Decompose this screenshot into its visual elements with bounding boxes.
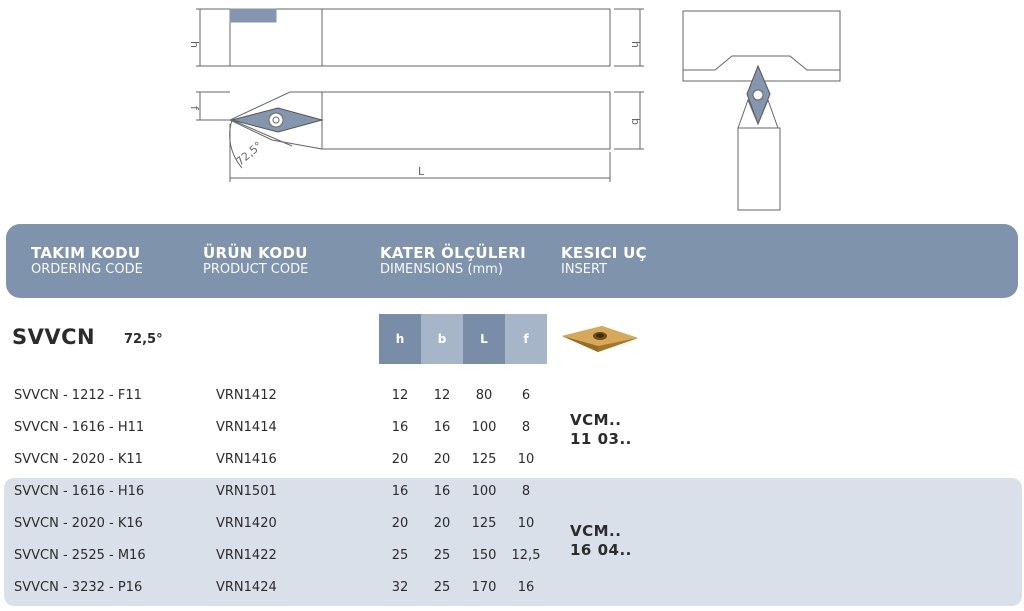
dim-L-cell: 125 [471, 516, 497, 531]
dim-f-cell: 6 [521, 388, 531, 403]
table-row [0, 540, 1024, 572]
ordering-code-cell: SVVCN - 1616 - H11 [14, 420, 145, 435]
dim-header-h: h [379, 314, 421, 364]
dim-f-cell: 8 [521, 420, 531, 435]
dim-h-cell: 16 [391, 484, 409, 499]
dim-h-cell: 25 [391, 548, 409, 563]
dim-label-f: f [188, 106, 201, 110]
table-row [0, 572, 1024, 604]
dim-f-cell: 8 [521, 484, 531, 499]
header-ordering-code: TAKIM KODU ORDERING CODE [31, 244, 143, 277]
table-row [0, 444, 1024, 476]
insert-image [558, 322, 642, 356]
dim-f-cell: 12,5 [511, 548, 541, 563]
dim-f-cell: 10 [517, 452, 535, 467]
front-view-drawing [683, 11, 840, 210]
dim-h-cell: 20 [391, 452, 409, 467]
dim-b-cell: 25 [433, 548, 451, 563]
table-row [0, 508, 1024, 540]
dim-h-cell: 12 [391, 388, 409, 403]
dim-f-cell: 16 [517, 580, 535, 595]
table-row [0, 380, 1024, 412]
product-code-cell: VRN1501 [216, 484, 277, 499]
ordering-code-cell: SVVCN - 2525 - M16 [14, 548, 146, 563]
table-row [0, 476, 1024, 508]
product-code-cell: VRN1416 [216, 452, 277, 467]
dim-f-cell: 10 [517, 516, 535, 531]
header-dimensions: KATER ÖLÇÜLERI DIMENSIONS (mm) [380, 244, 526, 277]
dim-label-h-left: h [188, 41, 201, 48]
dim-b-cell: 16 [433, 484, 451, 499]
product-code-cell: VRN1420 [216, 516, 277, 531]
product-code-cell: VRN1424 [216, 580, 277, 595]
dim-header-f: f [505, 314, 547, 364]
ordering-code-cell: SVVCN - 2020 - K16 [14, 516, 143, 531]
product-code-cell: VRN1414 [216, 420, 277, 435]
product-code-cell: VRN1412 [216, 388, 277, 403]
dim-label-h-right: h [629, 41, 642, 48]
dim-L-cell: 150 [471, 548, 497, 563]
dim-L-cell: 170 [471, 580, 497, 595]
dim-header-b: b [421, 314, 463, 364]
ordering-code-cell: SVVCN - 2020 - K11 [14, 452, 143, 467]
dim-header-L: L [463, 314, 505, 364]
dim-L-cell: 100 [471, 420, 497, 435]
insert-group-2: VCM.. 16 04.. [570, 522, 632, 559]
ordering-code-cell: SVVCN - 1212 - F11 [14, 388, 142, 403]
dim-label-b: b [629, 118, 642, 125]
dim-b-cell: 20 [433, 452, 451, 467]
dim-h-cell: 16 [391, 420, 409, 435]
dim-L-cell: 80 [475, 388, 493, 403]
dim-b-cell: 25 [433, 580, 451, 595]
dim-b-cell: 12 [433, 388, 451, 403]
dim-h-cell: 20 [391, 516, 409, 531]
dim-b-cell: 16 [433, 420, 451, 435]
dim-L-cell: 125 [471, 452, 497, 467]
ordering-code-cell: SVVCN - 1616 - H16 [14, 484, 145, 499]
tool-drawings [0, 0, 1024, 215]
table-row [0, 412, 1024, 444]
series-title: SVVCN [12, 325, 96, 349]
dim-b-cell: 20 [433, 516, 451, 531]
series-angle: 72,5° [124, 332, 163, 347]
product-code-cell: VRN1422 [216, 548, 277, 563]
header-insert: KESICI UÇ INSERT [561, 244, 647, 277]
header-product-code: ÜRÜN KODU PRODUCT CODE [203, 244, 309, 277]
insert-group-1: VCM.. 11 03.. [570, 411, 632, 448]
angle-label: 72,5° [233, 139, 265, 169]
ordering-code-cell: SVVCN - 3232 - P16 [14, 580, 143, 595]
side-view-drawing [196, 9, 644, 66]
dim-L-cell: 100 [471, 484, 497, 499]
dim-label-L: L [418, 165, 425, 178]
dim-h-cell: 32 [391, 580, 409, 595]
